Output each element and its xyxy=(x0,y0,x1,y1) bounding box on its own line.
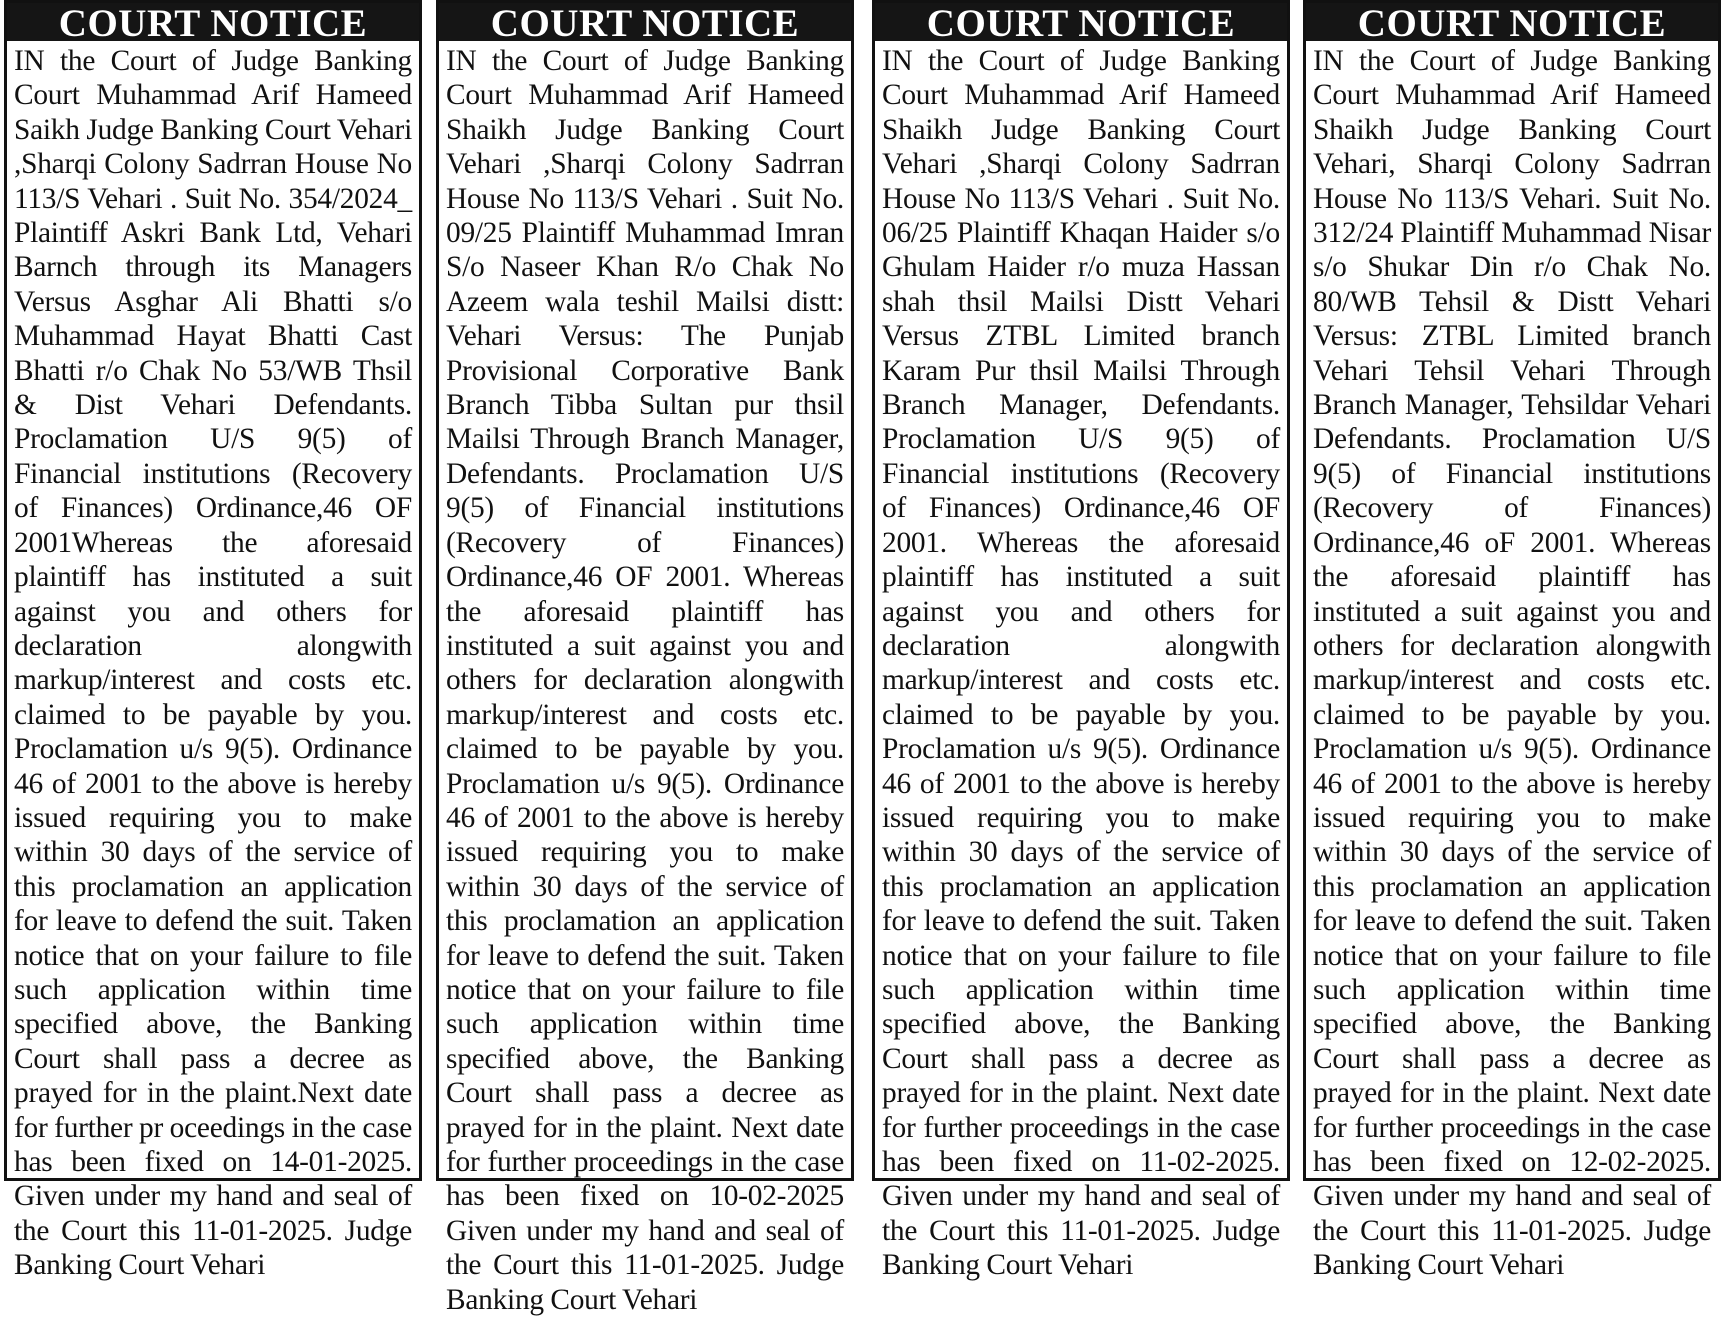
court-notice-1 xyxy=(4,0,422,1282)
notice-heading: COURT NOTICE xyxy=(439,3,851,41)
court-notice-3 xyxy=(872,0,1290,1282)
notice-body: IN the Court of Judge Banking Court Muhammad Arif Hameed Shaikh Judge Banking Court Vehari, Sharqi Colony Sadrran House No 113/S Vehari. Suit No. 312/24 Plaintiff Muhammad Nisar s/o Shukar Din r/o Chak No. 80/WB Tehsil & Distt Vehari Versus: ZTBL Limited branch Vehari Tehsil Vehari Through Branch Manager, Tehsildar Vehari Defendants. Proclamation U/S 9(5) of Financial institutions (Recovery of Finances) Ordinance,46 oF 2001. Whereas the aforesaid plaintiff has instituted a suit against you and others for declaration alongwith markup/interest and costs etc. claimed to be payable by you. Proclamation u/s 9(5). Ordinance 46 of 2001 to the above is hereby issued requiring you to make within 30 days of the service of this proclamation an application for leave to defend the suit. Taken notice that on your failure to file such application within time specified above, the Banking Court shall pass a decree as prayed for in the plaint. Next date for further proceedings in the case has been fixed on 12-02-2025. Given under my hand and seal of the Court this 11-01-2025. Judge Banking Court Vehari xyxy=(1313,45,1711,1282)
court-notice-4 xyxy=(1303,0,1721,1282)
notice-body: IN the Court of Judge Banking Court Muhammad Arif Hameed Shaikh Judge Banking Court Vehari ,Sharqi Colony Sadrran House No 113/S Vehari . Suit No. 09/25 Plaintiff Muhammad Imran S/o Naseer Khan R/o Chak No Azeem wala teshil Mailsi distt: Vehari Versus: The Punjab Provisional Corporative Bank Branch Tibba Sultan pur thsil Mailsi Through Branch Manager, Defendants. Proclamation U/S 9(5) of Financial institutions (Recovery of Finances) Ordinance,46 OF 2001. Whereas the aforesaid plaintiff has instituted a suit against you and others for declaration alongwith markup/interest and costs etc. claimed to be payable by you. Proclamation u/s 9(5). Ordinance 46 of 2001 to the above is hereby issued requiring you to make within 30 days of the service of this proclamation an application for leave to defend the suit. Taken notice that on your failure to file such application within time specified above, the Banking Court shall pass a decree as prayed for in the plaint. Next date for further proceedings in the case has been fixed on 10-02-2025 Given under my hand and seal of the Court this 11-01-2025. Judge Banking Court Vehari xyxy=(446,45,844,1316)
notice-heading: COURT NOTICE xyxy=(875,3,1287,41)
court-notice-2 xyxy=(436,0,854,1316)
notice-heading: COURT NOTICE xyxy=(7,3,419,41)
notice-heading: COURT NOTICE xyxy=(1306,3,1718,41)
notice-body: IN the Court of Judge Banking Court Muhammad Arif Hameed Shaikh Judge Banking Court Vehari ,Sharqi Colony Sadrran House No 113/S Vehari . Suit No. 06/25 Plaintiff Khaqan Haider s/o Ghulam Haider r/o muza Hassan shah thsil Mailsi Distt Vehari Versus ZTBL Limited branch Karam Pur thsil Mailsi Through Branch Manager, Defendants. Proclamation U/S 9(5) of Financial institutions (Recovery of Finances) Ordinance,46 OF 2001. Whereas the aforesaid plaintiff has instituted a suit against you and others for declaration alongwith markup/interest and costs etc. claimed to be payable by you. Proclamation u/s 9(5). Ordinance 46 of 2001 to the above is hereby issued requiring you to make within 30 days of the service of this proclamation an application for leave to defend the suit. Taken notice that on your failure to file such application within time specified above, the Banking Court shall pass a decree as prayed for in the plaint. Next date for further proceedings in the case has been fixed on 11-02-2025. Given under my hand and seal of the Court this 11-01-2025. Judge Banking Court Vehari xyxy=(882,45,1280,1282)
notice-body: IN the Court of Judge Banking Court Muhammad Arif Hameed Saikh Judge Banking Court Vehari ,Sharqi Colony Sadrran House No 113/S Vehari . Suit No. 354/2024_ Plaintiff Askri Bank Ltd, Vehari Barnch through its Managers Versus Asghar Ali Bhatti s/o Muhammad Hayat Bhatti Cast Bhatti r/o Chak No 53/WB Thsil & Dist Vehari Defendants. Proclamation U/S 9(5) of Financial institutions (Recovery of Finances) Ordinance,46 OF 2001Whereas the aforesaid plaintiff has instituted a suit against you and others for declaration alongwith markup/interest and costs etc. claimed to be payable by you. Proclamation u/s 9(5). Ordinance 46 of 2001 to the above is hereby issued requiring you to make within 30 days of the service of this proclamation an application for leave to defend the suit. Taken notice that on your failure to file such application within time specified above, the Banking Court shall pass a decree as prayed for in the plaint.Next date for further pr oceedings in the case has been fixed on 14-01-2025. Given under my hand and seal of the Court this 11-01-2025. Judge Banking Court Vehari xyxy=(14,45,412,1282)
